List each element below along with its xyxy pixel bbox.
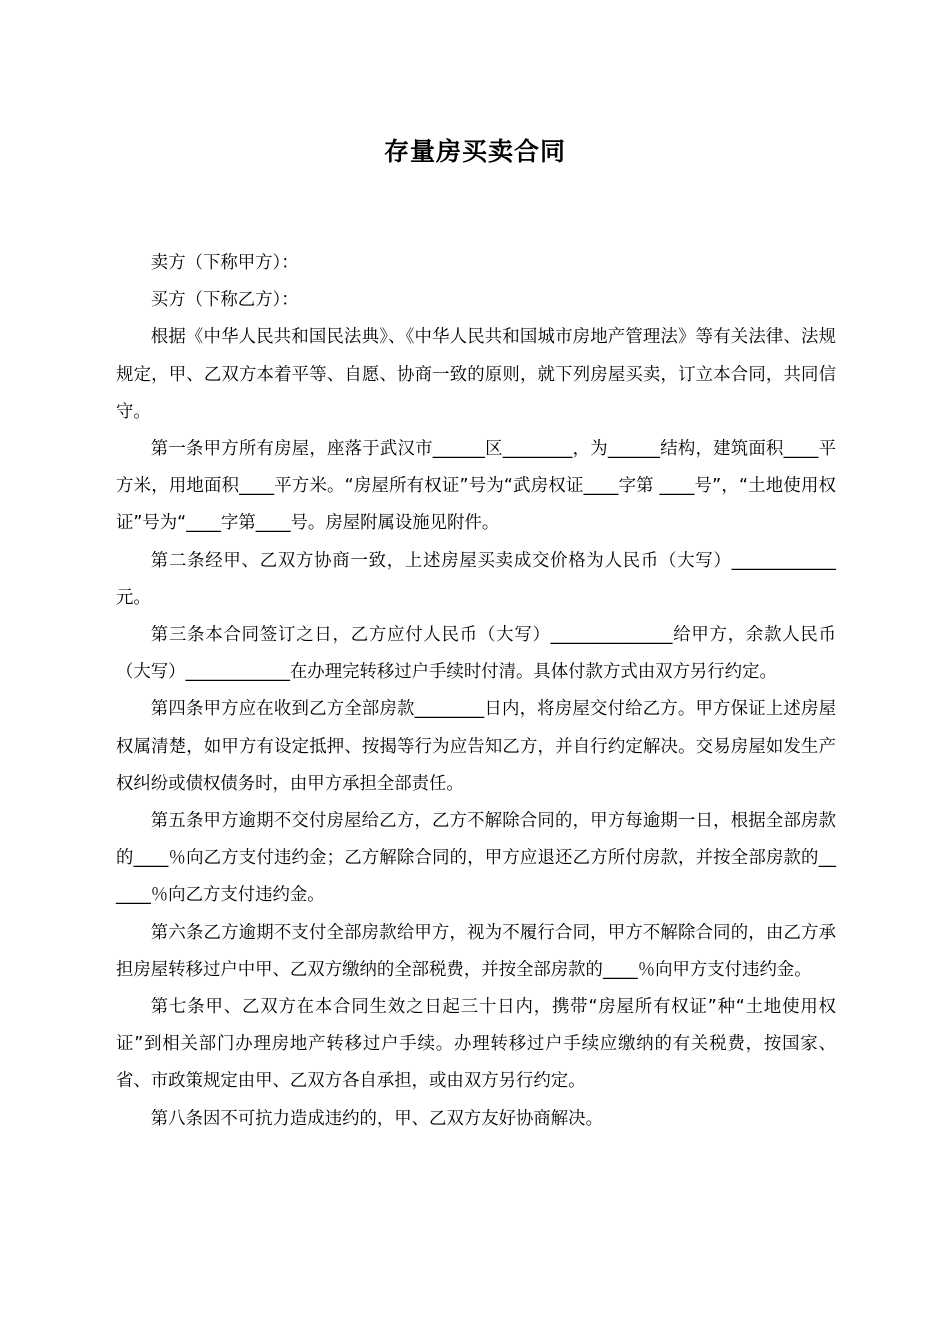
article-1: 第一条甲方所有房屋，座落于武汉市______区________，为______结构，建筑面积____平方米，用地面积____平方米。“房屋所有权证”号为“武房权证____字第 ____号”，“土地使用权证”号为“____字第____号。房屋附属设施见附件。 bbox=[116, 439, 836, 534]
article-3: 第三条本合同签订之日，乙方应付人民币（大写）______________给甲方，余款人民币（大写）____________在办理完转移过户手续时付清。具体付款方式由双方另行约定。 bbox=[116, 625, 836, 683]
article-2: 第二条经甲、乙双方协商一致，上述房屋买卖成交价格为人民币（大写）____________元。 bbox=[116, 550, 836, 608]
document-body bbox=[116, 245, 836, 1138]
buyer-line: 买方（下称乙方）： bbox=[150, 290, 299, 311]
article-6: 第六条乙方逾期不支付全部房款给甲方，视为不履行合同，甲方不解除合同的，由乙方承担房屋转移过户中甲、乙双方缴纳的全部税费，并按全部房款的____％向甲方支付违约金。 bbox=[116, 922, 836, 980]
article-8: 第八条因不可抗力造成违约的，甲、乙双方友好协商解决。 bbox=[150, 1108, 603, 1129]
preamble-paragraph: 根据《中华人民共和国民法典》、《中华人民共和国城市房地产管理法》等有关法律、法规规定，甲、乙双方本着平等、自愿、协商一致的原则，就下列房屋买卖，订立本合同，共同信守。 bbox=[116, 327, 836, 422]
article-4: 第四条甲方应在收到乙方全部房款________日内，将房屋交付给乙方。甲方保证上述房屋权属清楚，如甲方有设定抵押、按揭等行为应告知乙方，并自行约定解决。交易房屋如发生产权纠纷或债权债务时，由甲方承担全部责任。 bbox=[116, 699, 836, 794]
document-title: 存量房买卖合同 bbox=[383, 137, 566, 166]
article-7: 第七条甲、乙双方在本合同生效之日起三十日内，携带“房屋所有权证”种“土地使用权证”到相关部门办理房地产转移过户手续。办理转移过户手续应缴纳的有关税费，按国家、省、市政策规定由甲、乙双方各自承担，或由双方另行约定。 bbox=[116, 997, 836, 1092]
seller-line: 卖方（下称甲方）： bbox=[150, 253, 299, 273]
article-5: 第五条甲方逾期不交付房屋给乙方，乙方不解除合同的，甲方每逾期一日，根据全部房款的____％向乙方支付违约金；乙方解除合同的，甲方应退还乙方所付房款，并按全部房款的______％向乙方支付违约金。 bbox=[116, 811, 836, 906]
